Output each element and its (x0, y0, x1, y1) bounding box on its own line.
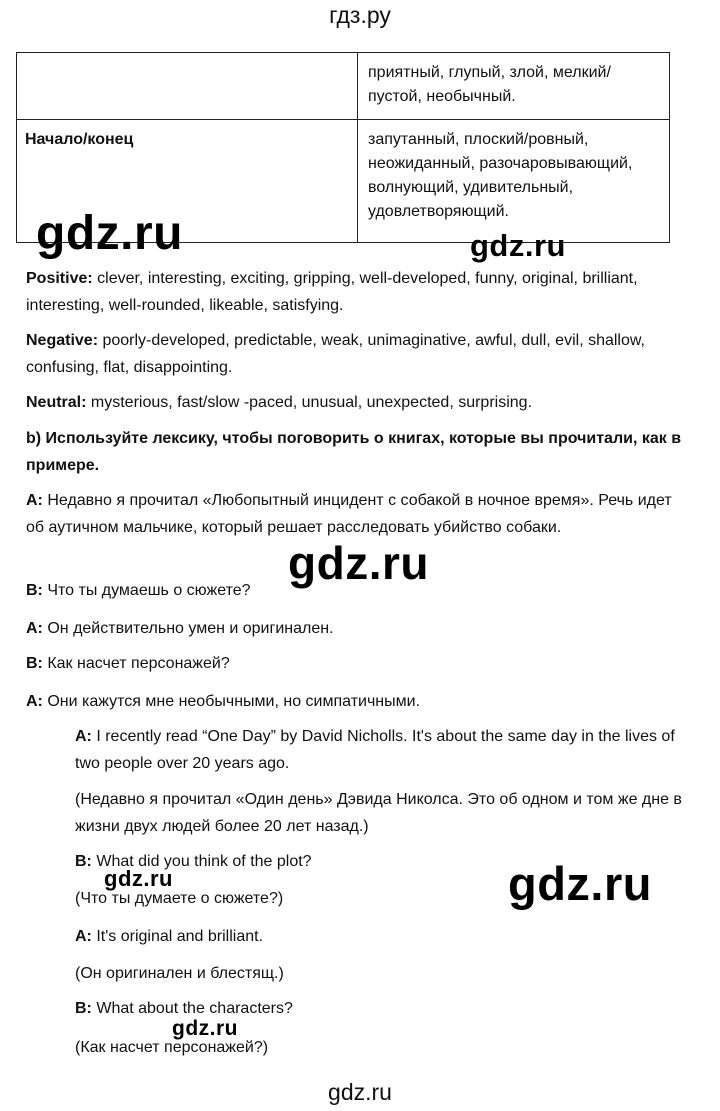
dialog-line (26, 615, 686, 642)
negative-label: Negative: (26, 332, 99, 349)
table-cell-words: приятный, глупый, злой, мелкий/пустой, необычный. (358, 53, 670, 120)
example-line (75, 923, 695, 950)
example-translation: (Недавно я прочитал «Один день» Дэвида Николса. Это об одном и том же дне в жизни двух людей более 20 лет назад.) (75, 791, 682, 835)
table-cell-category (17, 53, 358, 120)
watermark: gdz.ru (104, 866, 173, 891)
speaker-label: A: (26, 693, 43, 710)
watermark: gdz.ru (36, 207, 183, 260)
dialog-text: Они кажутся мне необычными, но симпатичными. (42, 693, 421, 710)
example-text: I recently read “One Day” by David Nicholls. It's about the same day in the lives of two people over 20 years ago. (75, 728, 675, 772)
dialog-line (26, 577, 686, 604)
negative-words: poorly-developed, predictable, weak, unimaginative, awful, dull, evil, shallow, confusing, flat, disappointing. (26, 332, 645, 376)
speaker-label: A: (75, 728, 92, 745)
example-line (75, 995, 695, 1022)
watermark: gdz.ru (470, 228, 566, 263)
example-text: What about the characters? (91, 1000, 293, 1017)
speaker-label: A: (75, 928, 92, 945)
example-text: What did you think of the plot? (91, 853, 312, 870)
example-text: It's original and brilliant. (91, 928, 264, 945)
speaker-label: A: (26, 620, 43, 637)
positive-label: Positive: (26, 270, 93, 287)
example-line (75, 723, 695, 777)
example-translation: (Что ты думаете о сюжете?) (75, 890, 284, 907)
watermark: gdz.ru (288, 537, 429, 589)
dialog-line (26, 688, 686, 715)
dialog-line (26, 487, 686, 541)
speaker-label: A: (26, 492, 43, 509)
speaker-label: B: (75, 853, 92, 870)
positive-words: clever, interesting, exciting, gripping, well-developed, funny, original, brilliant, interesting, well-rounded, likeable, satisfying. (26, 270, 638, 314)
table-row (17, 53, 670, 120)
neutral-paragraph (26, 389, 686, 416)
speaker-label: B: (26, 655, 43, 672)
neutral-words: mysterious, fast/slow -paced, unusual, unexpected, surprising. (86, 394, 533, 411)
table-cell-category: Начало/конец (17, 120, 358, 243)
negative-paragraph (26, 327, 686, 381)
dialog-text: Как насчет персонажей? (42, 655, 230, 672)
example-translation: (Как насчет персонажей?) (75, 1039, 269, 1056)
dialog-text: Недавно я прочитал «Любопытный инцидент с собакой в ночное время». Речь идет об аутичном мальчике, который решает расследовать убийство собаки. (26, 492, 672, 536)
page-footer: gdz.ru (328, 1079, 392, 1105)
neutral-label: Neutral: (26, 394, 87, 411)
dialog-line (26, 650, 686, 677)
speaker-label: B: (75, 1000, 92, 1017)
table-cell-words: запутанный, плоский/ровный, неожиданный, разочаровывающий, волнующий, удивительный, удовлетворяющий. (358, 120, 670, 243)
dialog-text: Он действительно умен и оригинален. (42, 620, 334, 637)
speaker-label: B: (26, 582, 43, 599)
positive-paragraph (26, 265, 686, 319)
watermark: gdz.ru (172, 1017, 238, 1040)
watermark: gdz.ru (508, 857, 652, 910)
dialog-text: Что ты думаешь о сюжете? (42, 582, 251, 599)
example-translation: (Он оригинален и блестящ.) (75, 965, 284, 982)
task-b-heading: b) Используйте лексику, чтобы поговорить о книгах, которые вы прочитали, как в примере. (26, 430, 682, 474)
page-header: гдз.ру (329, 2, 391, 28)
